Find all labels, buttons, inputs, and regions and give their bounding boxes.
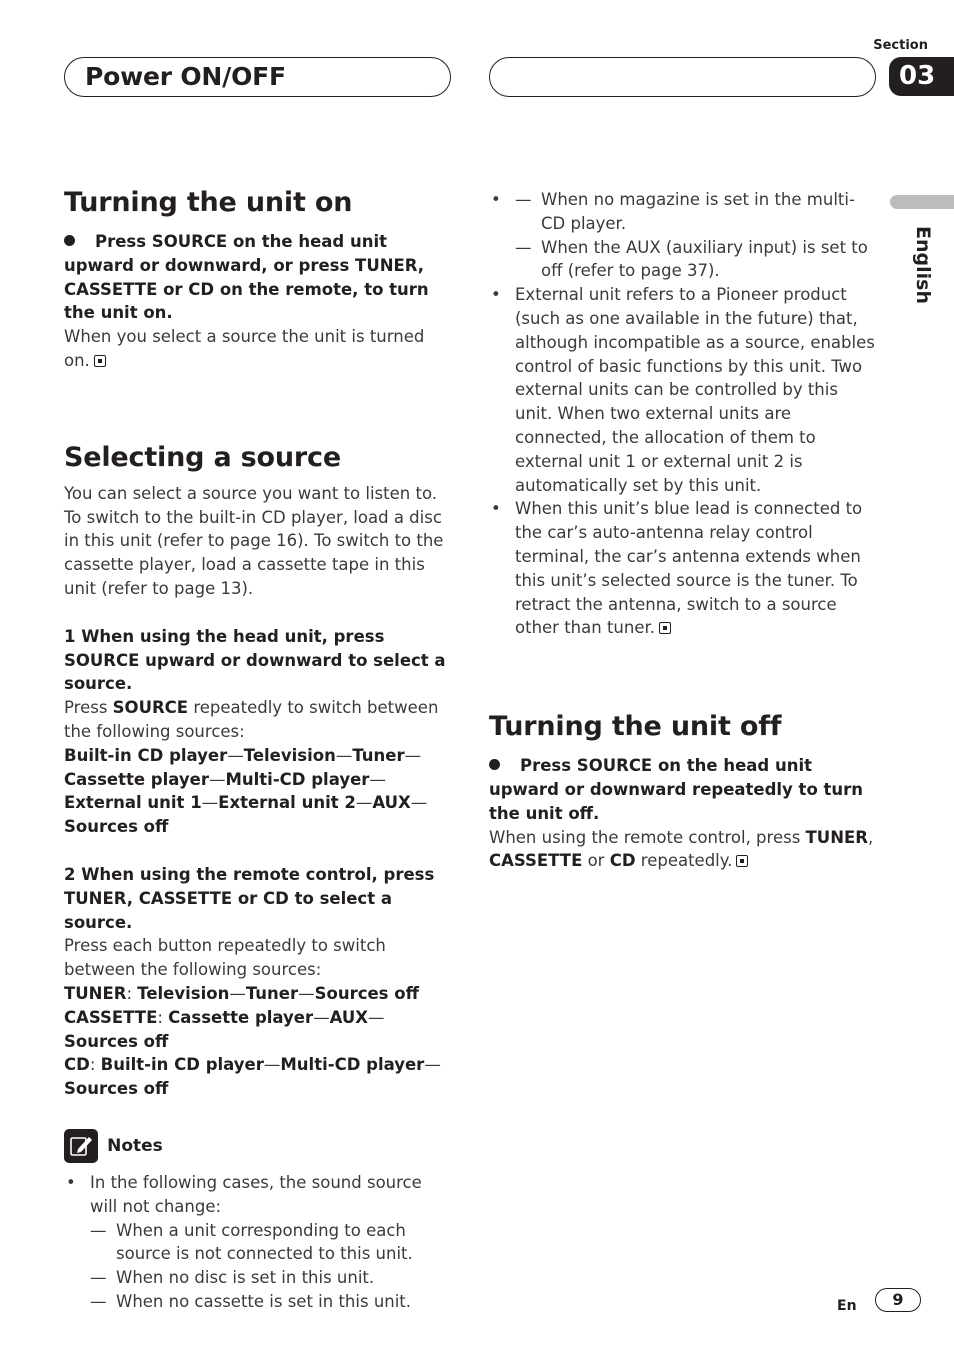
selecting-intro: You can select a source you want to listen to. To switch to the built-in CD player, load a disc in this unit (refer to page 16). To switch to the cassette player, load a cassette tape in this unit (refer to page 13). xyxy=(64,483,444,598)
turning-on-lead: Press SOURCE on the head unit upward or downward, or press TUNER, CASSETTE or CD on the remote, to turn the unit on. xyxy=(64,232,429,323)
right-column xyxy=(489,188,879,873)
end-mark-icon xyxy=(659,622,671,634)
language-label: English xyxy=(912,226,934,304)
note-item: • External unit refers to a Pioneer product (such as one available in the future) that, although incompatible as a source, enables control of basic functions by this unit. Two external units can be controlled by this unit. When two external units are connected, the allocation of them to external unit 1 or external unit 2 is automatically set by this unit. xyxy=(489,283,879,497)
notes-pencil-icon xyxy=(64,1129,98,1163)
step2-body: Press each button repeatedly to switch between the following sources: xyxy=(64,936,386,980)
notes-list xyxy=(64,1171,454,1314)
heading-turning-on: Turning the unit on xyxy=(64,187,353,218)
tuner-source-list: TUNER: Television—Tuner—Sources off xyxy=(64,983,419,1003)
page-number: 9 xyxy=(875,1288,921,1312)
note-item: • When this unit’s blue lead is connected to the car’s auto-antenna relay control terminal, the car’s antenna extends when this unit’s selected source is the tuner. To retract the antenna, switch to a source other than tuner. xyxy=(489,497,879,640)
step1-body: Press SOURCE repeatedly to switch between the following sources: xyxy=(64,698,439,741)
cd-source-list: CD: Built-in CD player—Multi-CD player—Sources off xyxy=(64,1055,441,1099)
heading-turning-off: Turning the unit off xyxy=(489,711,782,743)
heading-selecting-source: Selecting a source xyxy=(64,441,341,473)
turning-off-body: When using the remote control, press TUNER, CASSETTE or CD repeatedly. xyxy=(489,827,874,871)
language-tab-bar xyxy=(890,195,954,209)
left-column xyxy=(64,186,454,1314)
note-sublist xyxy=(515,188,879,283)
end-mark-icon xyxy=(94,355,106,367)
step1-source-list: Built-in CD player—Television—Tuner— Cassette player—Multi-CD player—External unit 1—External unit 2—AUX—Sources off xyxy=(64,745,428,837)
note-subitem: — When no disc is set in this unit. xyxy=(90,1266,454,1290)
section-number: 03 xyxy=(889,57,954,96)
note-sublist xyxy=(90,1219,454,1314)
cassette-source-list: CASSETTE: Cassette player—AUX—Sources off xyxy=(64,1007,385,1051)
page-title: Power ON/OFF xyxy=(85,62,286,91)
header-title-box xyxy=(64,57,451,97)
note-item: • In the following cases, the sound source will not change: — When a unit corresponding to each source is not connected to this unit. — When no disc is set in this unit. — When no cassette is set in this unit. xyxy=(64,1171,454,1314)
turning-off-lead: Press SOURCE on the head unit upward or downward repeatedly to turn the unit off. xyxy=(489,756,864,823)
header-empty-box xyxy=(489,57,876,97)
note-subitem: — When the AUX (auxiliary input) is set to off (refer to page 37). xyxy=(515,236,879,284)
note-subitem: — • When no magazine is set in the multi-CD player. xyxy=(515,188,879,236)
notes-header xyxy=(64,1129,454,1165)
turning-on-body: When you select a source the unit is turned on. xyxy=(64,327,425,370)
step2-lead: 2 When using the remote control, press TUNER, CASSETTE or CD to select a source. xyxy=(64,864,435,932)
footer-language: En xyxy=(837,1298,857,1314)
bullet-icon xyxy=(489,759,500,770)
step1-lead: 1 When using the head unit, press SOURCE upward or downward to select a source. xyxy=(64,626,446,694)
notes-title: Notes xyxy=(107,1135,163,1156)
note-subitem: — When a unit corresponding to each source is not connected to this unit. xyxy=(90,1219,454,1267)
end-mark-icon xyxy=(736,855,748,867)
section-label: Section xyxy=(873,38,928,53)
notes-list-continued xyxy=(489,188,879,640)
bullet-icon xyxy=(64,235,75,246)
note-item-continued xyxy=(489,188,879,283)
note-subitem: — When no cassette is set in this unit. xyxy=(90,1290,454,1314)
